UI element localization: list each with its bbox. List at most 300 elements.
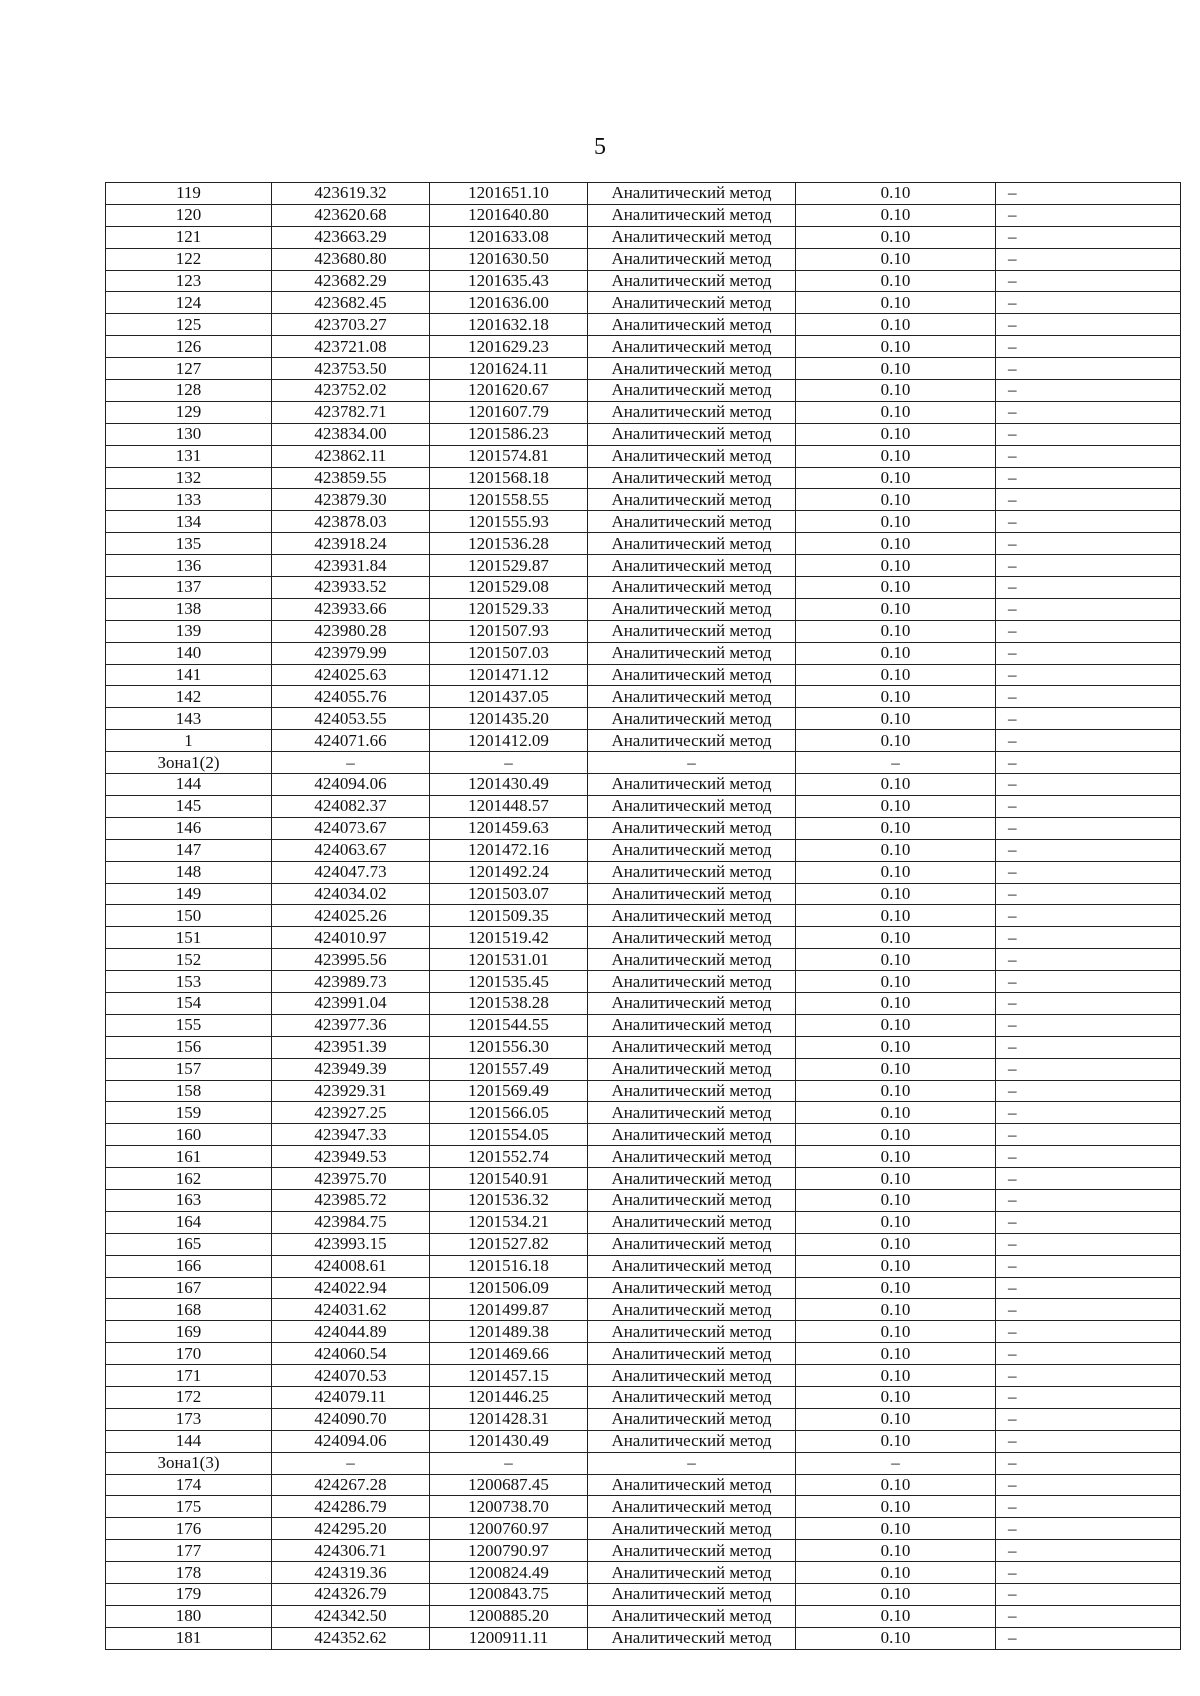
description-cell: – [996,533,1181,555]
coord-y-cell: 1201635.43 [430,270,588,292]
table-row [106,226,1181,248]
coord-y-cell: 1201469.66 [430,1343,588,1365]
method-cell: Аналитический метод [588,226,796,248]
point-number-cell: 178 [106,1562,272,1584]
table-row [106,489,1181,511]
coord-y-cell: 1201629.23 [430,336,588,358]
coord-y-cell: 1201651.10 [430,183,588,205]
point-number-cell: 135 [106,533,272,555]
point-number-cell: 133 [106,489,272,511]
coord-y-cell: 1201507.93 [430,620,588,642]
coord-x-cell: 423878.03 [272,511,430,533]
method-cell: Аналитический метод [588,1277,796,1299]
method-cell: Аналитический метод [588,248,796,270]
point-number-cell: 125 [106,314,272,336]
accuracy-cell: 0.10 [796,686,996,708]
point-number-cell: 177 [106,1540,272,1562]
accuracy-cell: 0.10 [796,730,996,752]
table-row [106,423,1181,445]
description-cell: – [996,730,1181,752]
table-row [106,1102,1181,1124]
coord-x-cell: 423680.80 [272,248,430,270]
accuracy-cell: 0.10 [796,336,996,358]
point-number-cell: 149 [106,883,272,905]
method-cell: Аналитический метод [588,730,796,752]
method-cell: Аналитический метод [588,1146,796,1168]
table-row [106,905,1181,927]
method-cell: Аналитический метод [588,270,796,292]
accuracy-cell: – [796,752,996,774]
accuracy-cell: 0.10 [796,1496,996,1518]
coord-y-cell: 1201430.49 [430,774,588,796]
coord-x-cell: 424286.79 [272,1496,430,1518]
coord-x-cell: 423682.29 [272,270,430,292]
coord-x-cell: 423985.72 [272,1189,430,1211]
method-cell: Аналитический метод [588,1605,796,1627]
description-cell: – [996,1146,1181,1168]
point-number-cell: 147 [106,839,272,861]
description-cell: – [996,1036,1181,1058]
coord-y-cell: 1201624.11 [430,358,588,380]
description-cell: – [996,1540,1181,1562]
method-cell: Аналитический метод [588,664,796,686]
coord-y-cell: 1201507.03 [430,642,588,664]
table-row [106,1277,1181,1299]
coord-y-cell: 1200843.75 [430,1584,588,1606]
accuracy-cell: 0.10 [796,1627,996,1649]
coord-y-cell: – [430,752,588,774]
table-row [106,445,1181,467]
method-cell: Аналитический метод [588,774,796,796]
table-row [106,861,1181,883]
description-cell: – [996,1058,1181,1080]
coord-y-cell: 1201457.15 [430,1365,588,1387]
point-number-cell: 175 [106,1496,272,1518]
table-row [106,1014,1181,1036]
method-cell: Аналитический метод [588,292,796,314]
coord-y-cell: 1201435.20 [430,708,588,730]
point-number-cell: 157 [106,1058,272,1080]
accuracy-cell: 0.10 [796,1080,996,1102]
description-cell: – [996,1605,1181,1627]
accuracy-cell: 0.10 [796,555,996,577]
coord-x-cell: 423753.50 [272,358,430,380]
method-cell: Аналитический метод [588,708,796,730]
description-cell: – [996,1168,1181,1190]
table-row [106,183,1181,205]
method-cell: Аналитический метод [588,1474,796,1496]
accuracy-cell: 0.10 [796,642,996,664]
method-cell: Аналитический метод [588,598,796,620]
accuracy-cell: 0.10 [796,1058,996,1080]
description-cell: – [996,1343,1181,1365]
method-cell: Аналитический метод [588,1430,796,1452]
coord-y-cell: 1201607.79 [430,401,588,423]
point-number-cell: 166 [106,1255,272,1277]
method-cell: Аналитический метод [588,380,796,402]
point-number-cell: 119 [106,183,272,205]
method-cell: Аналитический метод [588,1408,796,1430]
point-number-cell: 128 [106,380,272,402]
point-number-cell: 164 [106,1211,272,1233]
method-cell: Аналитический метод [588,489,796,511]
coord-x-cell: 423929.31 [272,1080,430,1102]
point-number-cell: 167 [106,1277,272,1299]
description-cell: – [996,664,1181,686]
table-row [106,555,1181,577]
accuracy-cell: 0.10 [796,1408,996,1430]
table-row [106,1036,1181,1058]
coord-y-cell: 1201540.91 [430,1168,588,1190]
coord-x-cell: 423947.33 [272,1124,430,1146]
accuracy-cell: 0.10 [796,380,996,402]
point-number-cell: 160 [106,1124,272,1146]
coord-y-cell: 1201556.30 [430,1036,588,1058]
description-cell: – [996,1474,1181,1496]
description-cell: – [996,467,1181,489]
accuracy-cell: 0.10 [796,795,996,817]
method-cell: Аналитический метод [588,204,796,226]
table-row [106,620,1181,642]
method-cell: Аналитический метод [588,1365,796,1387]
method-cell: Аналитический метод [588,1189,796,1211]
accuracy-cell: 0.10 [796,467,996,489]
method-cell: Аналитический метод [588,336,796,358]
coord-y-cell: 1201554.05 [430,1124,588,1146]
point-number-cell: 139 [106,620,272,642]
table-row [106,248,1181,270]
point-number-cell: 134 [106,511,272,533]
coord-y-cell: 1201428.31 [430,1408,588,1430]
description-cell: – [996,1321,1181,1343]
table-row [106,1365,1181,1387]
description-cell: – [996,1452,1181,1474]
table-row [106,708,1181,730]
description-cell: – [996,445,1181,467]
coord-x-cell: 424079.11 [272,1386,430,1408]
method-cell: Аналитический метод [588,1627,796,1649]
table-row [106,598,1181,620]
coord-y-cell: 1201527.82 [430,1233,588,1255]
method-cell: Аналитический метод [588,511,796,533]
point-number-cell: 152 [106,949,272,971]
method-cell: Аналитический метод [588,927,796,949]
method-cell: Аналитический метод [588,1080,796,1102]
description-cell: – [996,1562,1181,1584]
accuracy-cell: 0.10 [796,358,996,380]
table-row [106,380,1181,402]
accuracy-cell: 0.10 [796,708,996,730]
point-number-cell: 170 [106,1343,272,1365]
table-row [106,730,1181,752]
description-cell: – [996,839,1181,861]
table-row [106,1408,1181,1430]
coord-y-cell: 1201503.07 [430,883,588,905]
coord-x-cell: 423918.24 [272,533,430,555]
point-number-cell: 176 [106,1518,272,1540]
accuracy-cell: 0.10 [796,1014,996,1036]
method-cell: Аналитический метод [588,992,796,1014]
coord-x-cell: 423995.56 [272,949,430,971]
description-cell: – [996,1211,1181,1233]
table-row [106,336,1181,358]
coord-x-cell: 423931.84 [272,555,430,577]
table-row [106,1299,1181,1321]
coord-x-cell: 423991.04 [272,992,430,1014]
coord-y-cell: 1201430.49 [430,1430,588,1452]
coord-x-cell: 423862.11 [272,445,430,467]
method-cell: Аналитический метод [588,423,796,445]
coord-x-cell: 423949.53 [272,1146,430,1168]
coord-x-cell: 424053.55 [272,708,430,730]
coord-y-cell: 1201574.81 [430,445,588,467]
description-cell: – [996,380,1181,402]
accuracy-cell: 0.10 [796,1124,996,1146]
coord-x-cell: 423752.02 [272,380,430,402]
coord-x-cell: 424010.97 [272,927,430,949]
table-row [106,1627,1181,1649]
table-row [106,1496,1181,1518]
accuracy-cell: 0.10 [796,1233,996,1255]
coord-x-cell: 424306.71 [272,1540,430,1562]
point-number-cell: 136 [106,555,272,577]
coord-x-cell: 423859.55 [272,467,430,489]
coord-x-cell: 424055.76 [272,686,430,708]
method-cell: Аналитический метод [588,1124,796,1146]
description-cell: – [996,1014,1181,1036]
accuracy-cell: 0.10 [796,971,996,993]
coord-y-cell: 1200687.45 [430,1474,588,1496]
method-cell: Аналитический метод [588,1036,796,1058]
coord-x-cell: 423663.29 [272,226,430,248]
coord-x-cell: 424034.02 [272,883,430,905]
accuracy-cell: 0.10 [796,992,996,1014]
coord-y-cell: 1201448.57 [430,795,588,817]
point-number-cell: 173 [106,1408,272,1430]
table-row [106,817,1181,839]
point-number-cell: 163 [106,1189,272,1211]
method-cell: Аналитический метод [588,358,796,380]
table-row [106,1168,1181,1190]
coord-x-cell: 424082.37 [272,795,430,817]
accuracy-cell: 0.10 [796,1474,996,1496]
coord-y-cell: 1201536.28 [430,533,588,555]
coord-x-cell: 424070.53 [272,1365,430,1387]
coordinates-table-body [106,183,1181,1650]
accuracy-cell: 0.10 [796,1605,996,1627]
description-cell: – [996,1189,1181,1211]
description-cell: – [996,511,1181,533]
accuracy-cell: 0.10 [796,1343,996,1365]
accuracy-cell: 0.10 [796,664,996,686]
description-cell: – [996,992,1181,1014]
accuracy-cell: 0.10 [796,577,996,599]
table-row [106,467,1181,489]
accuracy-cell: 0.10 [796,1255,996,1277]
description-cell: – [996,358,1181,380]
point-number-cell: 123 [106,270,272,292]
coord-y-cell: 1201555.93 [430,511,588,533]
coord-x-cell: 424063.67 [272,839,430,861]
description-cell: – [996,489,1181,511]
accuracy-cell: 0.10 [796,204,996,226]
method-cell: Аналитический метод [588,971,796,993]
point-number-cell: 144 [106,1430,272,1452]
point-number-cell: 132 [106,467,272,489]
accuracy-cell: 0.10 [796,839,996,861]
coord-y-cell: 1201535.45 [430,971,588,993]
coord-x-cell: 423879.30 [272,489,430,511]
coord-y-cell: 1201569.49 [430,1080,588,1102]
point-number-cell: 181 [106,1627,272,1649]
point-number-cell: 126 [106,336,272,358]
method-cell: Аналитический метод [588,1233,796,1255]
description-cell: – [996,314,1181,336]
table-row [106,314,1181,336]
coord-y-cell: 1201489.38 [430,1321,588,1343]
point-number-cell: 130 [106,423,272,445]
coord-x-cell: 424090.70 [272,1408,430,1430]
description-cell: – [996,1233,1181,1255]
description-cell: – [996,270,1181,292]
method-cell: Аналитический метод [588,314,796,336]
method-cell: Аналитический метод [588,1058,796,1080]
coord-x-cell: 424025.63 [272,664,430,686]
accuracy-cell: 0.10 [796,401,996,423]
method-cell: Аналитический метод [588,445,796,467]
coord-y-cell: 1201636.00 [430,292,588,314]
table-row [106,1255,1181,1277]
description-cell: – [996,1365,1181,1387]
table-row [106,1080,1181,1102]
method-cell: Аналитический метод [588,795,796,817]
coord-x-cell: 423980.28 [272,620,430,642]
coord-x-cell: 424342.50 [272,1605,430,1627]
table-row [106,358,1181,380]
coord-y-cell: 1201586.23 [430,423,588,445]
table-row [106,971,1181,993]
method-cell: – [588,1452,796,1474]
point-number-cell: 127 [106,358,272,380]
description-cell: – [996,336,1181,358]
table-row [106,752,1181,774]
point-number-cell: 174 [106,1474,272,1496]
coord-x-cell: 423703.27 [272,314,430,336]
point-number-cell: 120 [106,204,272,226]
description-cell: – [996,949,1181,971]
description-cell: – [996,423,1181,445]
description-cell: – [996,642,1181,664]
coord-x-cell: 423933.52 [272,577,430,599]
accuracy-cell: 0.10 [796,1562,996,1584]
accuracy-cell: 0.10 [796,1102,996,1124]
coord-x-cell: 424044.89 [272,1321,430,1343]
coord-x-cell: 424047.73 [272,861,430,883]
accuracy-cell: 0.10 [796,183,996,205]
accuracy-cell: 0.10 [796,423,996,445]
point-number-cell: 171 [106,1365,272,1387]
point-number-cell: 162 [106,1168,272,1190]
description-cell: – [996,861,1181,883]
description-cell: – [996,292,1181,314]
method-cell: Аналитический метод [588,861,796,883]
method-cell: Аналитический метод [588,949,796,971]
coord-y-cell: 1201472.16 [430,839,588,861]
description-cell: – [996,1299,1181,1321]
coord-x-cell: 423951.39 [272,1036,430,1058]
accuracy-cell: 0.10 [796,620,996,642]
point-number-cell: Зона1(2) [106,752,272,774]
method-cell: Аналитический метод [588,1168,796,1190]
point-number-cell: 144 [106,774,272,796]
accuracy-cell: 0.10 [796,292,996,314]
accuracy-cell: 0.10 [796,905,996,927]
description-cell: – [996,795,1181,817]
method-cell: Аналитический метод [588,905,796,927]
coord-y-cell: 1201459.63 [430,817,588,839]
point-number-cell: 121 [106,226,272,248]
coord-y-cell: 1201471.12 [430,664,588,686]
accuracy-cell: 0.10 [796,1277,996,1299]
accuracy-cell: 0.10 [796,1189,996,1211]
point-number-cell: 143 [106,708,272,730]
coord-x-cell: 423977.36 [272,1014,430,1036]
accuracy-cell: 0.10 [796,511,996,533]
coord-x-cell: 424094.06 [272,774,430,796]
point-number-cell: 146 [106,817,272,839]
description-cell: – [996,1124,1181,1146]
accuracy-cell: 0.10 [796,1036,996,1058]
method-cell: Аналитический метод [588,1102,796,1124]
point-number-cell: 131 [106,445,272,467]
coord-y-cell: 1201506.09 [430,1277,588,1299]
coord-x-cell: – [272,752,430,774]
description-cell: – [996,905,1181,927]
method-cell: Аналитический метод [588,1299,796,1321]
point-number-cell: 155 [106,1014,272,1036]
method-cell: Аналитический метод [588,1211,796,1233]
table-row [106,1518,1181,1540]
point-number-cell: 150 [106,905,272,927]
coord-y-cell: 1201531.01 [430,949,588,971]
description-cell: – [996,226,1181,248]
coord-y-cell: 1201557.49 [430,1058,588,1080]
table-row [106,533,1181,555]
point-number-cell: Зона1(3) [106,1452,272,1474]
method-cell: Аналитический метод [588,467,796,489]
accuracy-cell: 0.10 [796,1540,996,1562]
coord-x-cell: 424031.62 [272,1299,430,1321]
method-cell: – [588,752,796,774]
coord-x-cell: 423721.08 [272,336,430,358]
description-cell: – [996,883,1181,905]
coord-y-cell: 1200911.11 [430,1627,588,1649]
table-row [106,1474,1181,1496]
table-row [106,401,1181,423]
accuracy-cell: 0.10 [796,489,996,511]
coord-y-cell: 1200790.97 [430,1540,588,1562]
description-cell: – [996,686,1181,708]
coord-x-cell: 423927.25 [272,1102,430,1124]
method-cell: Аналитический метод [588,401,796,423]
coord-x-cell: 424295.20 [272,1518,430,1540]
point-number-cell: 156 [106,1036,272,1058]
coord-x-cell: 423620.68 [272,204,430,226]
point-number-cell: 179 [106,1584,272,1606]
method-cell: Аналитический метод [588,1321,796,1343]
method-cell: Аналитический метод [588,555,796,577]
coordinates-table [105,182,1181,1650]
